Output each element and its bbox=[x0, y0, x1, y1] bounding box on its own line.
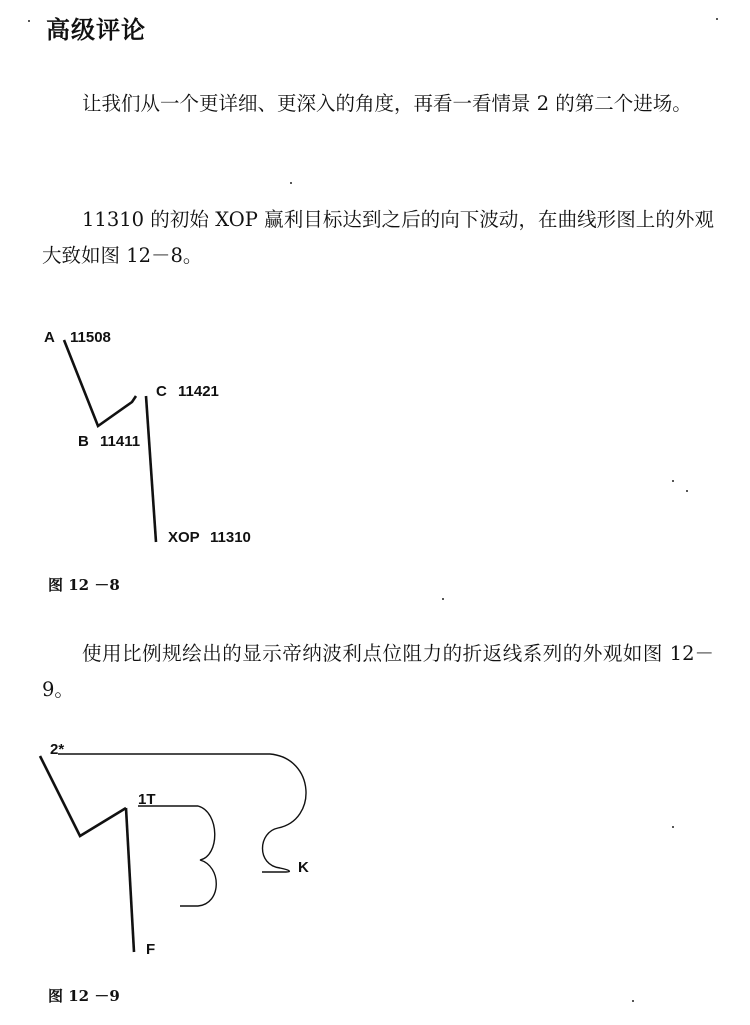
figure-12-8-caption: 图 12 －8 bbox=[48, 576, 120, 594]
xop-label: XOP bbox=[168, 529, 200, 546]
point-c-value: 11421 bbox=[178, 383, 219, 400]
point-b-label: B bbox=[78, 433, 89, 450]
figure-12-8-diagram bbox=[0, 300, 300, 560]
upper-retracement-line bbox=[58, 754, 306, 872]
point-c-label: C bbox=[156, 383, 167, 400]
scan-speck bbox=[442, 598, 444, 600]
xop-value: 11310 bbox=[210, 529, 251, 546]
zigzag-path-line bbox=[40, 756, 126, 836]
scan-speck bbox=[672, 826, 674, 828]
figure-12-9-diagram bbox=[0, 720, 340, 980]
point-k-label: K bbox=[298, 859, 309, 876]
lower-retracement-line bbox=[138, 806, 216, 906]
figure-12-9-caption: 图 12 －9 bbox=[48, 987, 120, 1005]
scan-speck bbox=[716, 18, 718, 20]
point-f-label: F bbox=[146, 941, 156, 958]
point-a-label: A bbox=[44, 329, 55, 346]
vertical-drop-line bbox=[126, 808, 134, 952]
paragraph-xop-target: 11310 的初始 XOP 赢利目标达到之后的向下波动，在曲线形图上的外观大致如图 12－8。 bbox=[42, 208, 714, 267]
point-a-value: 11508 bbox=[70, 329, 111, 346]
price-drop-line bbox=[146, 396, 156, 542]
level-2-label: 2* bbox=[50, 741, 65, 758]
level-1t-label: 1T bbox=[138, 791, 156, 808]
price-path-line bbox=[64, 340, 136, 426]
section-heading: 高级评论 bbox=[46, 16, 146, 44]
scan-speck bbox=[28, 20, 30, 22]
scan-speck bbox=[290, 182, 292, 184]
scan-speck bbox=[672, 480, 674, 482]
paragraph-intro: 让我们从一个更详细、更深入的角度，再看一看情景 2 的第二个进场。 bbox=[82, 92, 692, 115]
scan-speck bbox=[632, 1000, 634, 1002]
scan-speck bbox=[686, 490, 688, 492]
point-b-value: 11411 bbox=[100, 433, 141, 450]
paragraph-retracement: 使用比例规绘出的显示帝纳波利点位阻力的折返线系列的外观如图 12－9。 bbox=[42, 642, 714, 701]
